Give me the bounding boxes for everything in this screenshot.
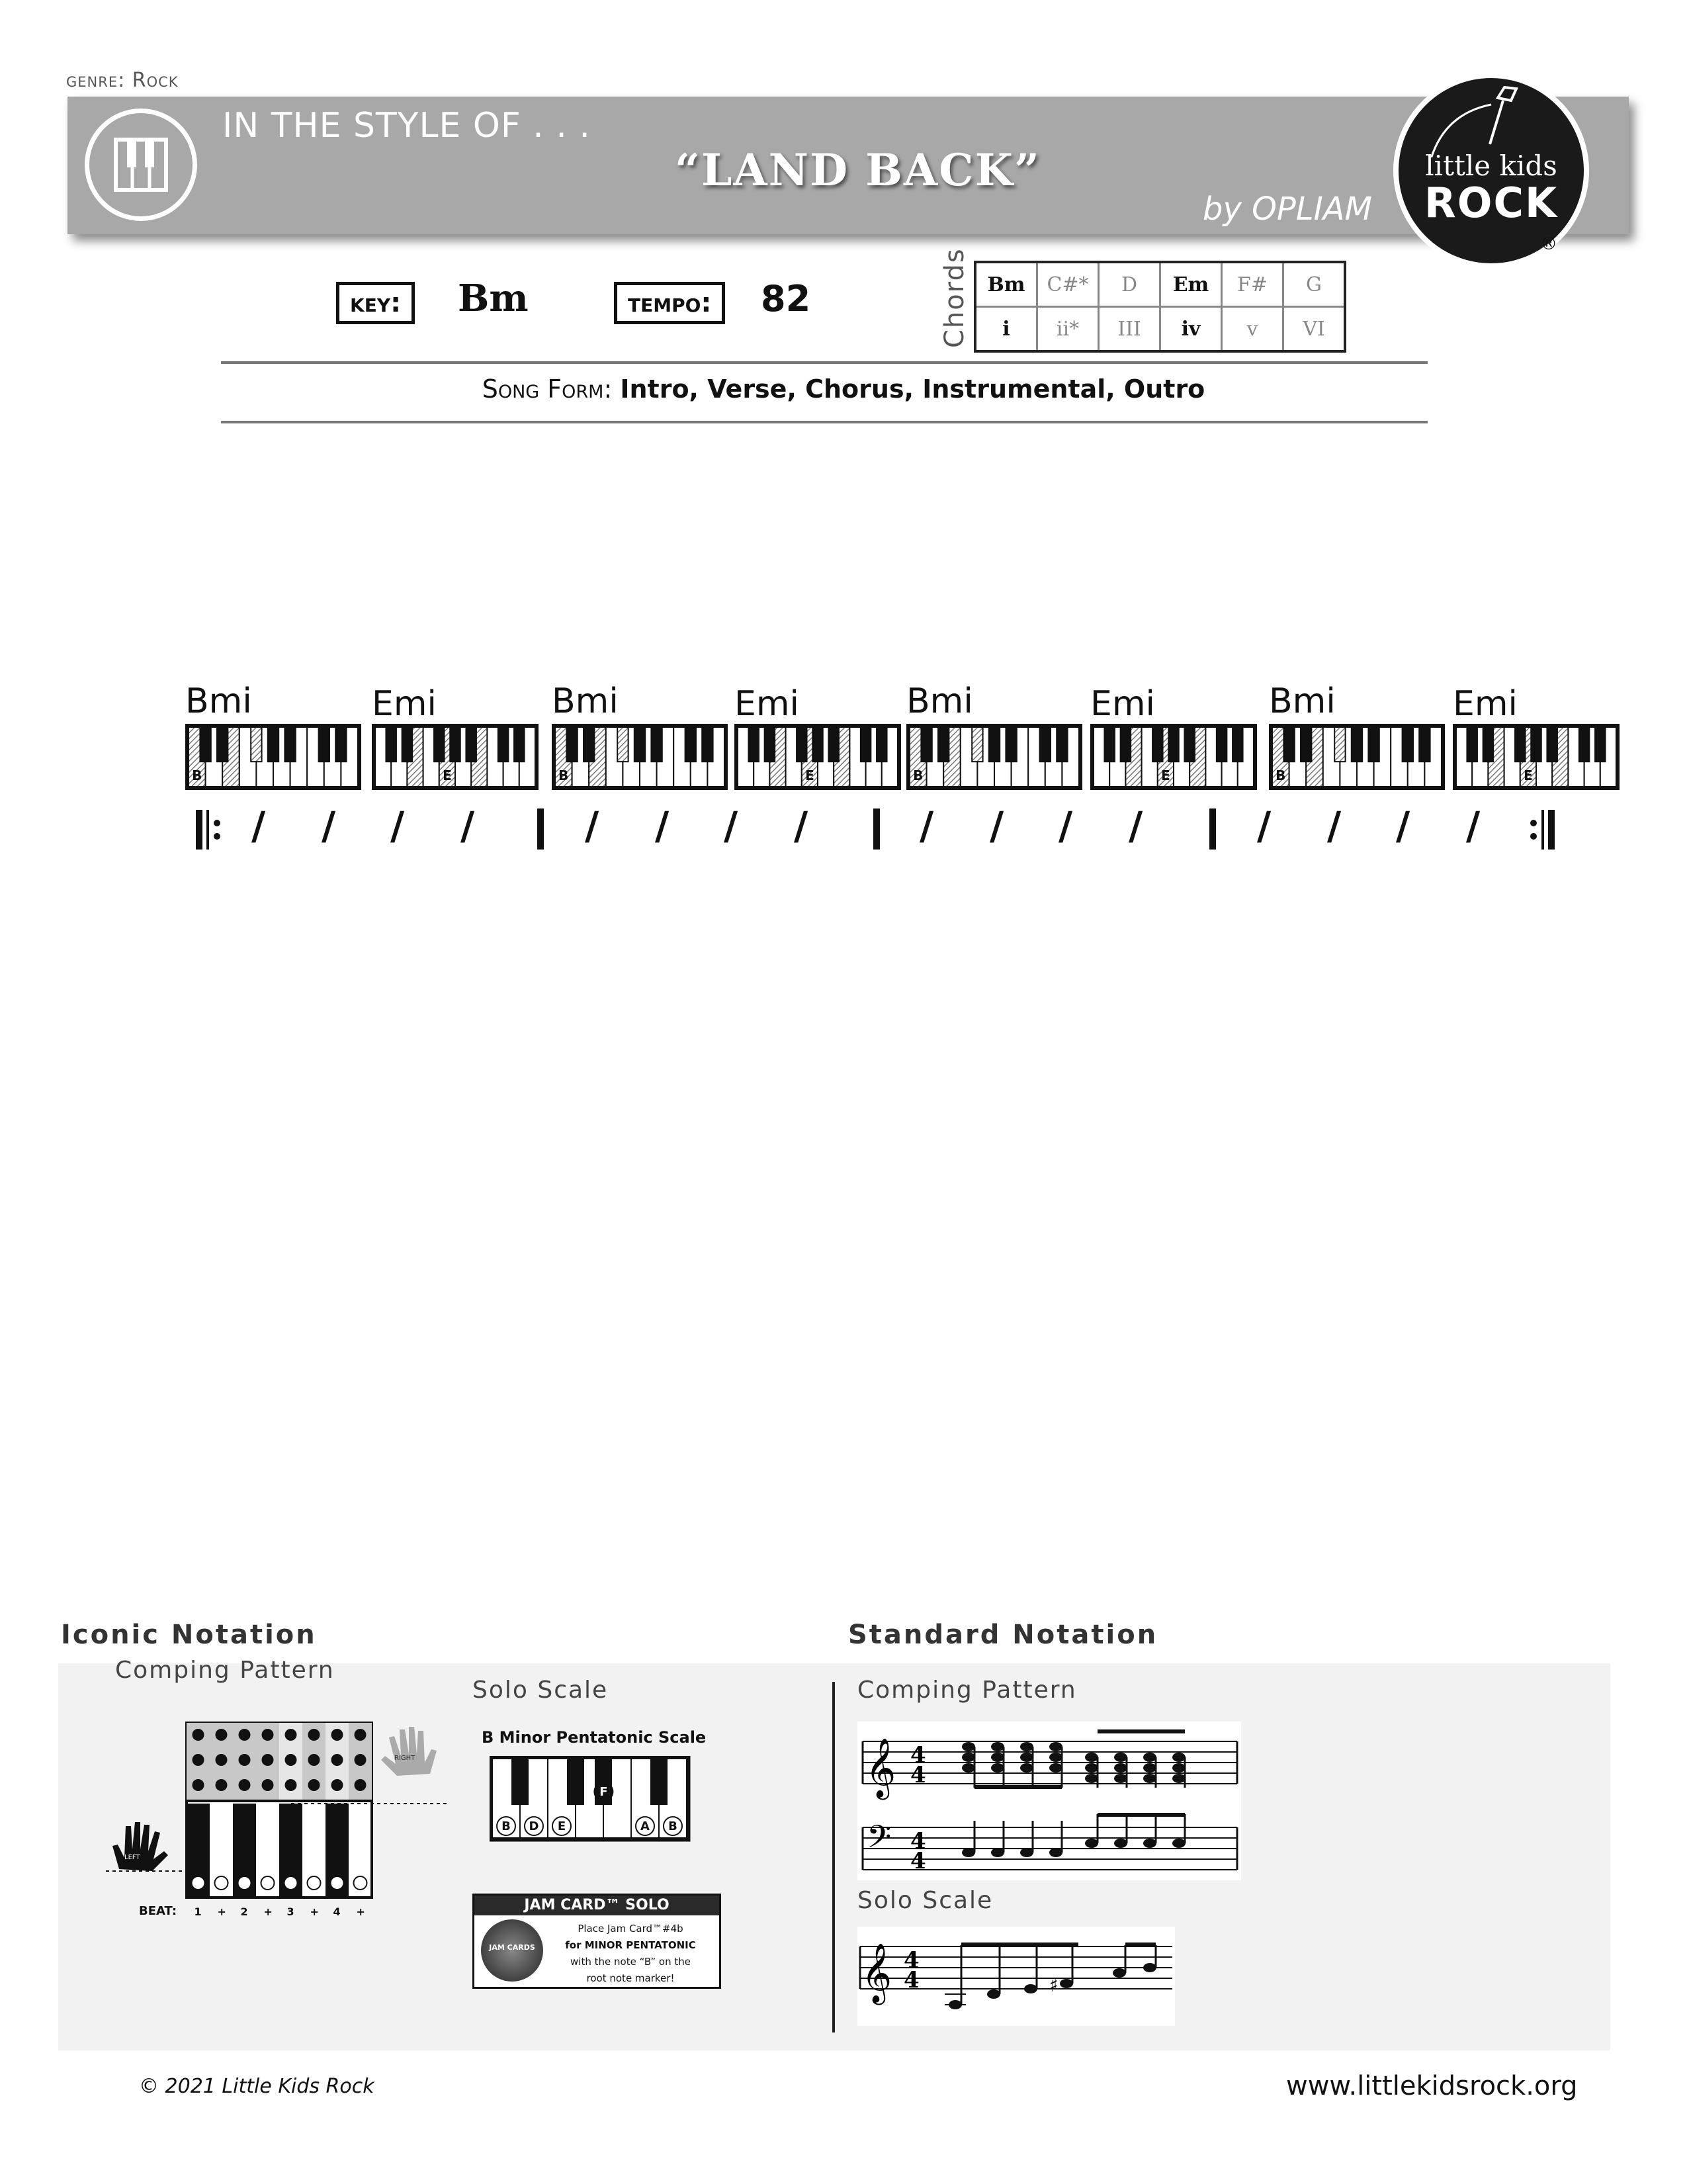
jam-card-line: with the note “B” on the: [570, 1956, 691, 1968]
chord-numeral-cell: v: [1222, 307, 1283, 352]
chord-keyboard-diagram: [185, 724, 361, 790]
divider-top: [221, 361, 1428, 364]
chord-numeral-cell: ii*: [1037, 307, 1099, 352]
jam-card-badge: [481, 1919, 543, 1982]
little-kids-rock-logo: [1393, 73, 1589, 269]
right-hand-beat-dot: [355, 1754, 367, 1766]
scale-note-label: A: [640, 1819, 650, 1833]
rhythm-slash: /: [251, 803, 266, 848]
chord-keyboard-diagram: [372, 724, 539, 790]
beat-count: +: [263, 1905, 273, 1918]
chord-numeral-cell: VI: [1283, 307, 1346, 352]
chord-name-cell: C#*: [1037, 262, 1099, 307]
logo-text-top: little kids: [1425, 150, 1557, 182]
svg-text:4: 4: [910, 1742, 926, 1769]
rhythm-slash: /: [322, 803, 336, 848]
standard-notation-heading: Standard Notation: [848, 1620, 1158, 1650]
iconic-comping-label: Comping Pattern: [115, 1657, 335, 1684]
rhythm-slash: /: [794, 803, 808, 848]
iconic-comping-pattern: [106, 1720, 450, 1919]
chord-notehead: [1085, 1763, 1098, 1772]
chord-numeral-cell: i: [975, 307, 1037, 352]
chord-notehead: [1114, 1774, 1127, 1783]
right-hand-beat-dot: [355, 1729, 367, 1741]
chord-name: Bmi: [552, 681, 619, 721]
svg-text:4: 4: [910, 1848, 926, 1874]
chord-name: Emi: [1090, 684, 1155, 724]
bass-notehead: [991, 1848, 1004, 1857]
bass-notehead: [1085, 1839, 1098, 1848]
root-note-label: E: [1161, 767, 1170, 783]
rhythm-slash: /: [1466, 803, 1481, 848]
repeat-end-sign: [1530, 808, 1569, 851]
left-hand-beat-dot: [354, 1876, 367, 1890]
left-hand-beat-dot: [238, 1876, 251, 1890]
chord-name: Emi: [372, 684, 437, 724]
root-note-label: B: [558, 767, 569, 783]
divider-bottom: [221, 421, 1428, 423]
rhythm-slash: /: [1129, 803, 1143, 848]
left-hand-beat-dot: [261, 1876, 275, 1890]
chord-name: Emi: [1453, 684, 1518, 724]
chord-notehead: [1114, 1763, 1127, 1772]
svg-text:4: 4: [904, 1967, 920, 1993]
chord-table: [974, 261, 1346, 353]
keyboard-icon: [85, 109, 197, 221]
right-hand-beat-dot: [193, 1779, 204, 1791]
rhythm-slash: /: [585, 803, 599, 848]
jam-card-title: JAM CARD™ SOLO: [474, 1896, 719, 1915]
right-hand-beat-dot: [308, 1779, 320, 1791]
chord-notehead: [962, 1742, 975, 1751]
scale-notehead: [1143, 1963, 1156, 1972]
left-hand-beat-dot: [331, 1876, 344, 1890]
style-of-label: IN THE STYLE OF . . .: [222, 106, 591, 146]
jam-card-line: root note marker!: [586, 1972, 675, 1984]
beat-count: 1: [194, 1905, 202, 1918]
rhythm-slash: /: [920, 803, 934, 848]
chord-name: Emi: [734, 684, 799, 724]
chord-notehead: [962, 1763, 975, 1772]
left-hand-label: LEFT: [124, 1854, 140, 1861]
right-hand-beat-dot: [331, 1779, 343, 1791]
root-note-label: B: [913, 767, 924, 783]
standard-comping-label: Comping Pattern: [857, 1677, 1077, 1704]
right-hand-beat-dot: [262, 1779, 274, 1791]
chord-notehead: [1143, 1753, 1156, 1762]
treble-clef-icon: 𝄞: [865, 1738, 896, 1798]
standard-solo-label: Solo Scale: [857, 1887, 994, 1914]
chord-notehead: [1049, 1742, 1062, 1751]
left-hand-beat-dot: [192, 1876, 205, 1890]
chord-names-row: [975, 262, 1345, 307]
right-hand-beat-dot: [216, 1729, 228, 1741]
bass-notehead: [962, 1848, 975, 1857]
chord-notehead: [1143, 1774, 1156, 1783]
jam-card-solo: [472, 1894, 721, 1989]
right-hand-beat-dot: [285, 1779, 297, 1791]
chord-notehead: [991, 1742, 1004, 1751]
beat-label: BEAT:: [139, 1904, 177, 1918]
svg-text:4: 4: [910, 1828, 926, 1855]
svg-text:4: 4: [910, 1762, 926, 1788]
chord-notehead: [1172, 1763, 1186, 1772]
chord-notehead: [1172, 1774, 1186, 1783]
rhythm-slash: /: [655, 803, 670, 848]
rhythm-slash: /: [990, 803, 1004, 848]
scale-note-label: D: [529, 1819, 539, 1833]
right-hand-beat-dot: [285, 1729, 297, 1741]
scale-note-label: F: [599, 1785, 608, 1799]
right-hand-icon: [377, 1724, 443, 1777]
jam-card-text: [547, 1921, 714, 1987]
chord-notehead: [1085, 1753, 1098, 1762]
bass-clef-icon: 𝄢: [867, 1818, 892, 1863]
beat-count: +: [356, 1905, 365, 1918]
panel-divider: [832, 1682, 835, 2032]
right-hand-label: RIGHT: [394, 1755, 415, 1762]
chord-name: Bmi: [1269, 681, 1336, 721]
iconic-solo-label: Solo Scale: [472, 1677, 609, 1704]
chord-numeral-cell: iv: [1160, 307, 1222, 352]
scale-note-label: E: [557, 1819, 566, 1833]
chord-name-cell: G: [1283, 262, 1346, 307]
chord-numeral-cell: III: [1099, 307, 1160, 352]
chord-name: Bmi: [185, 681, 252, 721]
right-hand-beat-dot: [355, 1779, 367, 1791]
tempo-label: tempo:: [614, 282, 725, 324]
chord-notehead: [1049, 1753, 1062, 1762]
song-title: “LAND BACK”: [675, 144, 1041, 196]
rhythm-slash: /: [1396, 803, 1410, 848]
left-hand-beat-dot: [308, 1876, 321, 1890]
chord-notehead: [991, 1753, 1004, 1762]
chord-name-cell: Bm: [975, 262, 1037, 307]
right-hand-beat-dot: [239, 1779, 251, 1791]
chord-keyboard-diagram: [734, 724, 901, 790]
right-hand-beat-dot: [239, 1754, 251, 1766]
song-form-value: Intro, Verse, Chorus, Instrumental, Outro: [620, 374, 1205, 404]
chord-keyboard-diagram: [1453, 724, 1620, 790]
tempo-value: 82: [761, 278, 811, 320]
key-label: key:: [336, 282, 415, 324]
scale-notehead: [987, 1989, 1000, 1999]
standard-comping-staff: [857, 1722, 1241, 1880]
chord-notehead: [1049, 1763, 1062, 1772]
jam-card-line: for MINOR PENTATONIC: [565, 1939, 696, 1951]
rhythm-slash: /: [1327, 803, 1342, 848]
right-hand-beat-dot: [262, 1729, 274, 1741]
song-form-label: Song Form:: [482, 374, 613, 404]
standard-solo-staff: [857, 1927, 1175, 2026]
chord-name-cell: Em: [1160, 262, 1222, 307]
beat-count: +: [310, 1905, 319, 1918]
chord-notehead: [1114, 1753, 1127, 1762]
jam-card-line: Place Jam Card™#4b: [578, 1923, 683, 1935]
key-value: Bm: [458, 277, 529, 320]
copyright: © 2021 Little Kids Rock: [139, 2075, 374, 2098]
root-note-label: E: [443, 767, 452, 783]
right-hand-beat-dot: [308, 1754, 320, 1766]
guitar-headstock-icon: [1498, 87, 1516, 101]
right-hand-beat-dot: [262, 1754, 274, 1766]
measure-barline: [873, 808, 880, 850]
root-note-label: E: [1524, 767, 1533, 783]
rhythm-slash: /: [1257, 803, 1272, 848]
rhythm-slash: /: [724, 803, 738, 848]
song-form: [0, 374, 1687, 404]
svg-text:4: 4: [904, 1947, 920, 1974]
bass-notehead: [1143, 1839, 1156, 1848]
chord-notehead: [991, 1763, 1004, 1772]
measure-barline: [537, 808, 544, 850]
scale-title: B Minor Pentatonic Scale: [482, 1728, 707, 1747]
beat-count: 2: [240, 1905, 248, 1918]
chord-notehead: [1172, 1753, 1186, 1762]
chord-keyboard-diagram: [1269, 724, 1445, 790]
root-note-label: B: [1276, 767, 1286, 783]
jam-card-badge-label: JAM CARDS: [489, 1943, 535, 1952]
measure-barline: [1209, 808, 1216, 850]
chord-notehead: [1020, 1742, 1033, 1751]
right-hand-beat-dot: [193, 1754, 204, 1766]
beat-count: +: [217, 1905, 226, 1918]
root-note-label: B: [192, 767, 202, 783]
scale-note-label: B: [668, 1819, 677, 1833]
artist-name: by OPLIAM: [1203, 191, 1373, 228]
chord-keyboard-diagram: [906, 724, 1082, 790]
scale-notehead: [1024, 1984, 1037, 1993]
chord-notehead: [1020, 1763, 1033, 1772]
sharp-accidental: ♯: [1049, 1974, 1059, 1996]
left-hand-beat-dot: [215, 1876, 228, 1890]
rhythm-slash: /: [390, 803, 405, 848]
root-note-label: E: [805, 767, 814, 783]
chord-name: Bmi: [906, 681, 973, 721]
rhythm-slash: /: [1059, 803, 1073, 848]
chords-label: Chords: [939, 247, 970, 348]
solo-scale-keyboard: [490, 1756, 691, 1842]
bass-notehead: [1114, 1839, 1127, 1848]
bass-notehead: [1049, 1848, 1062, 1857]
chord-notehead: [1085, 1774, 1098, 1783]
chord-name-cell: F#: [1222, 262, 1283, 307]
left-hand-icon: [106, 1819, 179, 1872]
website-link[interactable]: www.littlekidsrock.org: [1286, 2071, 1578, 2101]
iconic-notation-heading: Iconic Notation: [61, 1620, 317, 1650]
left-hand-beat-dot: [284, 1876, 298, 1890]
scale-notehead: [1060, 1979, 1073, 1988]
chord-notehead: [1143, 1763, 1156, 1772]
logo-text-bottom: ROCK: [1424, 179, 1558, 227]
scale-notehead: [1113, 1968, 1126, 1978]
chord-keyboard-diagram: [552, 724, 728, 790]
bass-notehead: [1172, 1839, 1186, 1848]
right-hand-beat-dot: [239, 1729, 251, 1741]
right-hand-beat-dot: [308, 1729, 320, 1741]
chord-notehead: [1020, 1753, 1033, 1762]
repeat-start-sign: [195, 808, 247, 851]
right-hand-beat-dot: [285, 1754, 297, 1766]
bass-notehead: [1020, 1848, 1033, 1857]
beat-count: 3: [286, 1905, 294, 1918]
rhythm-slash: /: [460, 803, 475, 848]
right-hand-beat-dot: [216, 1754, 228, 1766]
beat-count: 4: [333, 1905, 341, 1918]
chord-numerals-row: [975, 307, 1345, 352]
scale-note-label: B: [501, 1819, 511, 1833]
chord-notehead: [962, 1753, 975, 1762]
chord-name-cell: D: [1099, 262, 1160, 307]
right-hand-beat-dot: [216, 1779, 228, 1791]
right-hand-beat-dot: [331, 1754, 343, 1766]
right-hand-beat-dot: [331, 1729, 343, 1741]
treble-clef-icon: 𝄞: [861, 1943, 892, 2003]
right-hand-beat-dot: [193, 1729, 204, 1741]
registered-mark: ®: [1540, 234, 1557, 254]
chord-keyboard-diagram: [1090, 724, 1257, 790]
genre-label: genre: Rock: [66, 69, 179, 92]
